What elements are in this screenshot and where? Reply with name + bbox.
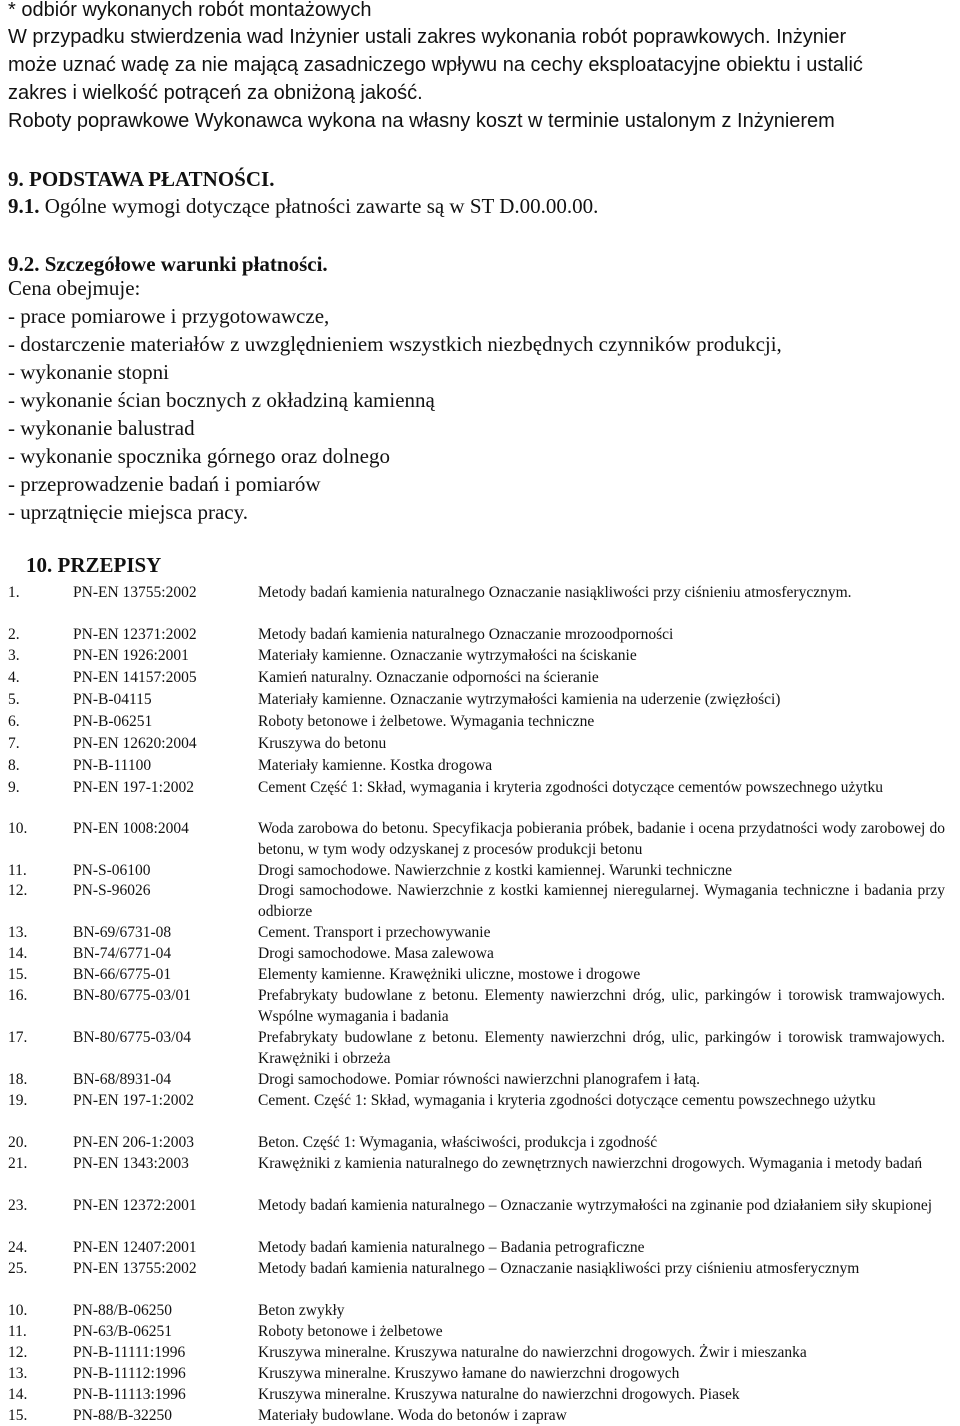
price-item-8: - uprzątnięcie miejsca pracy. — [8, 500, 249, 524]
regulation-code: PN-88/B-32250 — [73, 1407, 173, 1424]
regulation-description: Beton. Część 1: Wymagania, właściwości, produkcja i zgodność — [258, 1134, 658, 1151]
regulation-description: Cement Część 1: Skład, wymagania i kryteria zgodności dotyczące cementów powszechnego użytku — [258, 779, 883, 796]
regulation-number: 24. — [8, 1239, 28, 1256]
regulation-number: 13. — [8, 1365, 28, 1382]
regulation-description: Drogi samochodowe. Nawierzchnie z kostki kamiennej. Warunki techniczne — [258, 862, 733, 879]
regulation-number: 21. — [8, 1155, 28, 1172]
intro-line-3: może uznać wadę za nie mającą zasadniczego wpływu na cechy eksploatacyjne obiektu i ustalić — [8, 54, 863, 76]
intro-line-5: Roboty poprawkowe Wykonawca wykona na własny koszt w terminie ustalonym z Inżynierem — [8, 110, 835, 132]
regulation-code: PN-88/B-06250 — [73, 1302, 173, 1319]
regulation-code: PN-EN 197-1:2002 — [73, 1092, 194, 1109]
regulation-code: PN-EN 197-1:2002 — [73, 779, 194, 796]
regulation-code: PN-EN 12371:2002 — [73, 626, 197, 643]
regulation-code: PN-B-11112:1996 — [73, 1365, 186, 1382]
regulation-description: Drogi samochodowe. Masa zalewowa — [258, 945, 494, 962]
regulation-code: BN-80/6775-03/01 — [73, 987, 191, 1004]
regulation-description: Materiały kamienne. Kostka drogowa — [258, 757, 493, 774]
regulation-description: Kruszywa mineralne. Kruszywa naturalne do nawierzchni drogowych. Żwir i mieszanka — [258, 1344, 807, 1361]
regulation-code: BN-66/6775-01 — [73, 966, 172, 983]
regulation-code: PN-B-11111:1996 — [73, 1344, 186, 1361]
regulation-description: Metody badań kamienia naturalnego – Oznaczanie nasiąkliwości przy ciśnieniu atmosferycznym — [258, 1260, 860, 1277]
regulation-number: 16. — [8, 987, 28, 1004]
regulation-number: 7. — [8, 735, 20, 752]
regulation-number: 11. — [8, 862, 27, 879]
price-item-3: - wykonanie stopni — [8, 360, 169, 384]
regulation-number: 15. — [8, 1407, 28, 1424]
regulation-number: 11. — [8, 1323, 27, 1340]
regulation-code: PN-EN 1343:2003 — [73, 1155, 189, 1172]
price-item-7: - przeprowadzenie badań i pomiarów — [8, 472, 321, 496]
regulation-code: PN-B-11113:1996 — [73, 1386, 186, 1403]
intro-line-4: zakres i wielkość potrąceń za obniżoną jakość. — [8, 82, 423, 104]
regulation-description: Elementy kamienne. Krawężniki uliczne, mostowe i drogowe — [258, 966, 641, 983]
regulation-code: PN-EN 1926:2001 — [73, 647, 189, 664]
regulation-code: PN-B-04115 — [73, 691, 152, 708]
regulation-code: PN-EN 14157:2005 — [73, 669, 197, 686]
regulation-number: 19. — [8, 1092, 28, 1109]
regulation-number: 23. — [8, 1197, 28, 1214]
regulation-code: PN-S-96026 — [73, 882, 151, 899]
price-item-1: - prace pomiarowe i przygotowawcze, — [8, 304, 330, 328]
regulation-number: 10. — [8, 820, 28, 837]
section-9-1-text: Ogólne wymogi dotyczące płatności zawarte są w ST D.00.00.00. — [39, 194, 599, 218]
regulation-number: 4. — [8, 669, 20, 686]
section-9-1 — [8, 194, 598, 219]
regulation-number: 13. — [8, 924, 28, 941]
regulation-code: BN-69/6731-08 — [73, 924, 172, 941]
regulation-description: Kamień naturalny. Oznaczanie odporności na ścieranie — [258, 669, 599, 686]
regulation-description: Prefabrykaty budowlane z betonu. Elementy nawierzchni dróg, ulic, parkingów i torowisk tramwajowych. Krawężniki i obrzeża — [258, 1029, 945, 1067]
regulation-description: Drogi samochodowe. Pomiar równości nawierzchni planografem i łatą. — [258, 1071, 701, 1088]
regulation-number: 9. — [8, 779, 20, 796]
regulation-number: 25. — [8, 1260, 28, 1277]
regulation-number: 14. — [8, 1386, 28, 1403]
regulation-code: PN-EN 12372:2001 — [73, 1197, 197, 1214]
regulation-description: Materiały kamienne. Oznaczanie wytrzymałości kamienia na uderzenie (zwięzłości) — [258, 691, 781, 708]
regulation-number: 2. — [8, 626, 20, 643]
regulation-number: 10. — [8, 1302, 28, 1319]
regulation-description: Materiały budowlane. Woda do betonów i zapraw — [258, 1407, 567, 1424]
regulation-code: PN-EN 12407:2001 — [73, 1239, 197, 1256]
regulation-code: PN-EN 13755:2002 — [73, 1260, 197, 1277]
regulation-description: Metody badań kamienia naturalnego Oznaczanie nasiąkliwości przy ciśnieniu atmosferycznym. — [258, 584, 852, 601]
price-item-6: - wykonanie spocznika górnego oraz dolnego — [8, 444, 390, 468]
regulation-number: 12. — [8, 1344, 28, 1361]
price-item-2: - dostarczenie materiałów z uwzględnieniem wszystkich niezbędnych czynników produkcji, — [8, 332, 782, 356]
regulation-description: Roboty betonowe i żelbetowe — [258, 1323, 443, 1340]
intro-line-2: W przypadku stwierdzenia wad Inżynier ustali zakres wykonania robót poprawkowych. Inżynier — [8, 26, 847, 48]
regulation-description: Kruszywa do betonu — [258, 735, 387, 752]
section-9-2-heading: 9.2. Szczegółowe warunki płatności. — [8, 252, 328, 276]
regulation-description: Drogi samochodowe. Nawierzchnie z kostki kamiennej nieregularnej. Wymagania techniczne i badania przy odbiorze — [258, 882, 945, 920]
regulation-description: Metody badań kamienia naturalnego – Oznaczanie wytrzymałości na zginanie pod działaniem siły skupionej — [258, 1197, 933, 1214]
regulation-description: Krawężniki z kamienia naturalnego do zewnętrznych nawierzchni drogowych. Wymagania i metody badań — [258, 1155, 923, 1172]
regulation-description: Woda zarobowa do betonu. Specyfikacja pobierania próbek, badanie i ocena przydatności wody zarobowej do betonu, w tym wody odzyskanej z procesów produkcji betonu — [258, 820, 945, 858]
regulation-number: 20. — [8, 1134, 28, 1151]
regulation-code: PN-EN 13755:2002 — [73, 584, 197, 601]
regulation-code: PN-EN 206-1:2003 — [73, 1134, 194, 1151]
regulation-code: PN-S-06100 — [73, 862, 151, 879]
regulation-number: 18. — [8, 1071, 28, 1088]
regulation-code: PN-63/B-06251 — [73, 1323, 173, 1340]
intro-line-1: * odbiór wykonanych robót montażowych — [8, 0, 372, 21]
price-item-4: - wykonanie ścian bocznych z okładziną kamienną — [8, 388, 435, 412]
regulation-description: Metody badań kamienia naturalnego – Badania petrograficzne — [258, 1239, 645, 1256]
regulation-code: BN-68/8931-04 — [73, 1071, 172, 1088]
regulation-description: Materiały kamienne. Oznaczanie wytrzymałości na ściskanie — [258, 647, 637, 664]
regulation-code: BN-80/6775-03/04 — [73, 1029, 191, 1046]
price-item-5: - wykonanie balustrad — [8, 416, 195, 440]
regulation-code: PN-B-06251 — [73, 713, 153, 730]
regulation-number: 6. — [8, 713, 20, 730]
regulation-code: PN-B-11100 — [73, 757, 152, 774]
regulation-number: 8. — [8, 757, 20, 774]
regulation-number: 15. — [8, 966, 28, 983]
price-intro: Cena obejmuje: — [8, 276, 141, 300]
regulation-description: Cement. Część 1: Skład, wymagania i kryteria zgodności dotyczące cementu powszechnego użytku — [258, 1092, 876, 1109]
regulation-number: 14. — [8, 945, 28, 962]
regulation-number: 17. — [8, 1029, 28, 1046]
regulation-code: BN-74/6771-04 — [73, 945, 172, 962]
regulation-description: Prefabrykaty budowlane z betonu. Elementy nawierzchni dróg, ulic, parkingów i torowisk tramwajowych. Wspólne wymagania i badania — [258, 987, 945, 1025]
regulation-number: 3. — [8, 647, 20, 664]
section-9-1-number: 9.1. — [8, 194, 40, 218]
regulation-description: Kruszywa mineralne. Kruszywo łamane do nawierzchni drogowych — [258, 1365, 680, 1382]
section-10-heading: 10. PRZEPISY — [26, 553, 162, 577]
regulation-number: 12. — [8, 882, 28, 899]
regulation-description: Roboty betonowe i żelbetowe. Wymagania techniczne — [258, 713, 595, 730]
regulation-description: Metody badań kamienia naturalnego Oznaczanie mrozoodporności — [258, 626, 674, 643]
regulation-description: Beton zwykły — [258, 1302, 345, 1319]
regulation-code: PN-EN 12620:2004 — [73, 735, 197, 752]
regulation-description: Kruszywa mineralne. Kruszywa naturalne do nawierzchni drogowych. Piasek — [258, 1386, 740, 1403]
regulation-description: Cement. Transport i przechowywanie — [258, 924, 491, 941]
section-9-heading: 9. PODSTAWA PŁATNOŚCI. — [8, 167, 275, 191]
regulation-number: 5. — [8, 691, 20, 708]
regulation-number: 1. — [8, 584, 20, 601]
regulation-code: PN-EN 1008:2004 — [73, 820, 189, 837]
